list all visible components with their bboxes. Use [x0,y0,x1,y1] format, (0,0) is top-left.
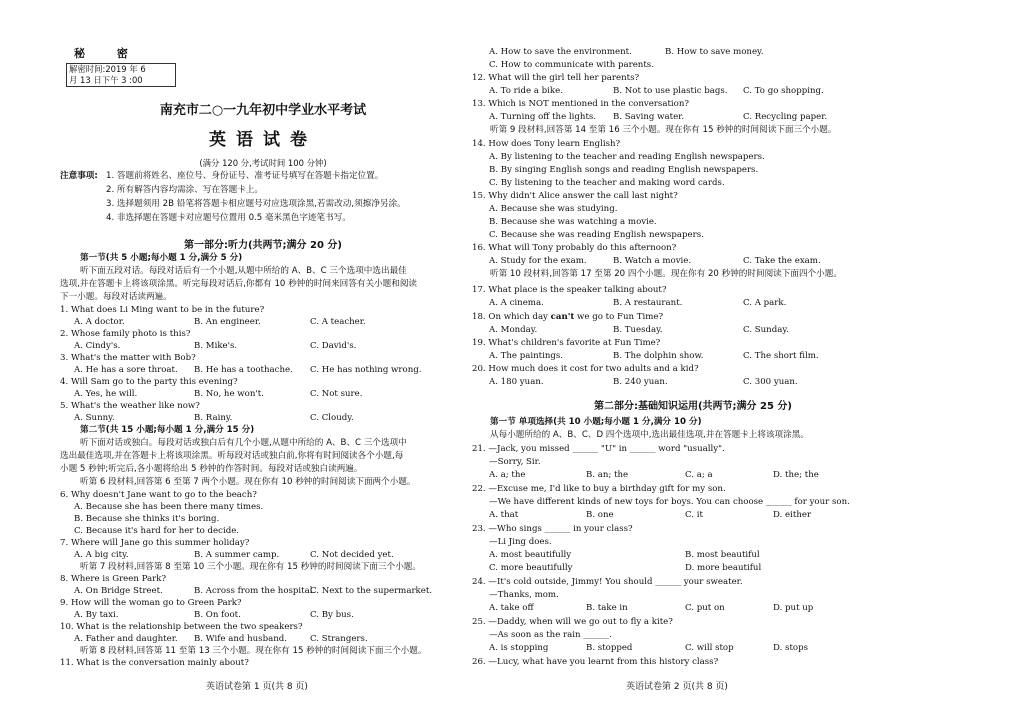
part1-sec2-instr: 选出最佳选项,并在答题卡上将该项涂黑。听每段对话或独白前,你将有时间阅读各个小题,每 [60,451,404,461]
option-a[interactable]: A. Because she was studying. [489,204,618,214]
part1-sec1-instr: 听下面五段对话。每段对话后有一个小题,从题中所给的 A、B、C 三个选项中选出最佳 [80,266,407,276]
part2-sec1-instr: 从每小题所给的 A、B、C、D 四个选项中,选出最佳选项,并在答题卡上将该项涂黑。 [490,430,809,440]
part2-title: 第二部分:基础知识运用(共两节;满分 25 分) [593,401,793,412]
option-b[interactable]: B. A restaurant. [613,298,683,308]
option-b[interactable]: B. Across from the hospital. [194,586,316,596]
option-b[interactable]: B. By singing English songs and reading English newspapers. [489,165,759,175]
option-a[interactable]: A. The paintings. [489,351,564,361]
option-c[interactable]: C. Cloudy. [310,413,354,423]
option-d[interactable]: D. stops [773,643,808,653]
question-12: 12. What will the girl tell her parents? [472,73,640,83]
question-11: 11. What is the conversation mainly about? [60,658,249,668]
question-18: 18. On which day can't we go to Fun Time? [472,312,664,322]
option-b[interactable]: B. How to save money. [665,47,764,57]
listening-prompt-9: 听第 9 段材料,回答第 14 至第 16 三个小题。现在你有 15 秒钟的时间阅读下面三个小题。 [490,125,837,135]
part1-sec2-title: 第二节(共 15 小题;每小题 1 分,满分 15 分) [80,425,255,435]
option-b[interactable]: B. 240 yuan. [613,377,668,387]
question-22: 22. —Excuse me, I'd like to buy a birthday gift for my son. [472,484,726,494]
option-b[interactable]: B. an; the [586,470,629,480]
option-b[interactable]: B. most beautiful [685,550,760,560]
listening-prompt-7: 听第 7 段材料,回答第 8 至第 10 三个小题。现在你有 15 秒钟的时间阅读下面三个小题。 [80,562,421,572]
option-c[interactable]: C. David's. [310,341,357,351]
question-2: 2. Whose family photo is this? [60,329,191,339]
question-16: 16. What will Tony probably do this afternoon? [472,243,677,253]
option-b[interactable]: B. Because she thinks it's boring. [74,514,220,524]
option-a[interactable]: A. Monday. [489,325,538,335]
notice-item: 1. 答题前将姓名、座位号、身份证号、准考证号填写在答题卡指定位置。 [106,171,384,181]
option-c[interactable]: C. it [685,510,703,520]
option-c[interactable]: C. Recycling paper. [743,112,828,122]
option-c[interactable]: C. The short film. [743,351,819,361]
option-b[interactable]: B. He has a toothache. [194,365,293,375]
listening-prompt-10: 听第 10 段材料,回答第 17 至第 20 四个小题。现在你有 20 秒钟的时间阅读下面四个小题。 [490,269,842,279]
option-c[interactable]: C. Strangers. [310,634,368,644]
dialogue-line: —Thanks, mom. [489,590,559,600]
part1-sec1-instr: 下一小题。每段对话读两遍。 [60,292,172,302]
option-c[interactable]: C. Not decided yet. [310,550,394,560]
option-a[interactable]: A. Because she has been there many times. [74,502,264,512]
option-b[interactable]: B. Rainy. [194,413,233,423]
option-a[interactable]: A. Yes, he will. [74,389,138,399]
option-b[interactable]: B. Mike's. [194,341,238,351]
question-19: 19. What's children's favorite at Fun Time? [472,338,661,348]
question-13: 13. Which is NOT mentioned in the conversation? [472,99,689,109]
option-d[interactable]: D. put up [773,603,814,613]
option-c[interactable]: C. Sunday. [743,325,789,335]
question-23: 23. —Who sings ______ in your class? [472,524,633,534]
part2-sec1-title: 第一节 单项选择(共 10 小题;每小题 1 分,满分 10 分) [490,417,702,427]
question-1: 1. What does Li Ming want to be in the future? [60,305,265,315]
option-a[interactable]: A. is stopping [489,643,549,653]
page-footer-left: 英语试卷第 1 页(共 8 页) [206,682,308,692]
score-note: (满分 120 分,考试时间 100 分钟) [199,158,327,168]
dialogue-line: —Li Jing does. [489,537,552,547]
decrypt-line-2: 月 13 日下午 3 :00 [69,75,143,85]
notice-item: 4. 非选择题在答题卡对应题号位置用 0.5 毫米黑色字迹笔书写。 [106,213,351,223]
option-a[interactable]: A. Cindy's. [74,341,121,351]
option-a[interactable]: A. Father and daughter. [74,634,178,644]
option-b[interactable]: B. An engineer. [194,317,261,327]
question-4: 4. Will Sam go to the party this evening? [60,377,238,387]
dialogue-line: —Sorry, Sir. [489,457,541,467]
option-c[interactable]: C. How to communicate with parents. [489,60,654,70]
option-a[interactable]: A. How to save the environment. [489,47,632,57]
option-b[interactable]: B. stopped [586,643,633,653]
question-26: 26. —Lucy, what have you learnt from this history class? [472,657,719,667]
dialogue-line: —As soon as the rain ______. [489,630,612,640]
question-9: 9. How will the woman go to Green Park? [60,598,242,608]
part1-sec2-instr: 小题 5 秒钟;听完后,各小题将给出 5 秒钟的作答时间。每段对话或独白读两遍。 [60,464,363,474]
option-c[interactable]: C. To go shopping. [743,86,824,96]
question-10: 10. What is the relationship between the two speakers? [60,622,303,632]
option-c[interactable]: C. A park. [743,298,787,308]
option-c[interactable]: C. By listening to the teacher and making word cards. [489,178,725,188]
question-5: 5. What's the weather like now? [60,401,200,411]
option-a[interactable]: A. By taxi. [74,610,119,620]
page-footer-right: 英语试卷第 2 页(共 8 页) [626,682,728,692]
option-b[interactable]: B. Watch a movie. [613,256,692,266]
option-c[interactable]: C. Take the exam. [743,256,821,266]
option-c[interactable]: C. Next to the supermarket. [310,586,433,596]
option-c[interactable]: C. a; a [685,470,713,480]
option-b[interactable]: B. No, he won't. [194,389,264,399]
option-b[interactable]: B. Because she was watching a movie. [489,217,657,227]
listening-prompt-6: 听第 6 段材料,回答第 6 至第 7 两个小题。现在你有 10 秒钟的时间阅读下面两个小题。 [80,477,416,487]
option-b[interactable]: B. take in [586,603,628,613]
option-a[interactable]: A. A doctor. [74,317,125,327]
question-8: 8. Where is Green Park? [60,574,167,584]
option-a[interactable]: A. 180 yuan. [489,377,544,387]
option-c[interactable]: C. He has nothing wrong. [310,365,422,375]
option-d[interactable]: D. either [773,510,812,520]
option-c[interactable]: C. more beautifully [489,563,573,573]
option-a[interactable]: A. Sunny. [74,413,115,423]
question-21: 21. —Jack, you missed ______ "U" in ______ word "usually". [472,444,725,454]
question-3: 3. What's the matter with Bob? [60,353,196,363]
listening-prompt-8: 听第 8 段材料,回答第 11 至第 13 三个小题。现在你有 15 秒钟的时间阅读下面三个小题。 [80,646,427,656]
decrypt-time-box [66,63,176,87]
option-a[interactable]: A. To ride a bike. [489,86,563,96]
option-a[interactable]: A. A big city. [74,550,129,560]
option-b[interactable]: B. Saving water. [613,112,685,122]
question-24: 24. —It's cold outside, Jimmy! You should ______ your sweater. [472,577,743,587]
subject-title: 英语试卷 [209,130,317,150]
decrypt-line-1: 解密时间:2019 年 6 [69,64,146,74]
option-c[interactable]: C. Because it's hard for her to decide. [74,526,240,536]
question-17: 17. What place is the speaker talking about? [472,285,667,295]
option-b[interactable]: B. On foot. [194,610,241,620]
part1-sec2-instr: 听下面对话或独白。每段对话或独白后有几个小题,从题中所给的 A、B、C 三个选项中 [80,438,407,448]
notice-label: 注意事项: [60,171,98,181]
exam-title: 南充市二○一九年初中学业水平考试 [159,103,367,118]
question-25: 25. —Daddy, when will we go out to fly a kite? [472,617,673,627]
option-c[interactable]: C. put on [685,603,725,613]
option-c[interactable]: C. 300 yuan. [743,377,798,387]
option-b[interactable]: B. Not to use plastic bags. [613,86,728,96]
option-a[interactable]: A. Turning off the lights. [489,112,597,122]
question-20: 20. How much does it cost for two adults and a kid? [472,364,699,374]
option-a[interactable]: A. Study for the exam. [489,256,587,266]
option-d[interactable]: D. the; the [773,470,819,480]
option-c[interactable]: C. Because she was reading English newspapers. [489,230,704,240]
option-c[interactable]: C. By bus. [310,610,354,620]
part1-title: 第一部分:听力(共两节;满分 20 分) [183,240,343,251]
option-a[interactable]: A. most beautifully [489,550,572,560]
option-b[interactable]: B. Tuesday. [613,325,663,335]
part1-sec1-title: 第一节(共 5 小题;每小题 1 分,满分 5 分) [80,253,243,263]
question-15: 15. Why didn't Alice answer the call last night? [472,191,678,201]
option-a[interactable]: A. that [489,510,519,520]
option-c[interactable]: C. will stop [685,643,734,653]
option-b[interactable]: B. The dolphin show. [613,351,704,361]
notice-item: 2. 所有解答内容均需涂、写在答题卡上。 [106,185,264,195]
dialogue-line: —We have different kinds of new toys for boys. You can choose ______ for your son. [489,497,850,507]
option-b[interactable]: B. A summer camp. [194,550,280,560]
option-a[interactable]: A. On Bridge Street. [74,586,163,596]
option-d[interactable]: D. more beautiful [685,563,762,573]
question-6: 6. Why doesn't Jane want to go to the beach? [60,490,257,500]
option-a[interactable]: A. a; the [489,470,526,480]
option-b[interactable]: B. one [586,510,614,520]
option-a[interactable]: A. take off [489,603,534,613]
notice-item: 3. 选择题须用 2B 铅笔将答题卡相应题号对应选项涂黑,若需改动,须擦净另涂。 [106,199,406,209]
question-7: 7. Where will Jane go this summer holiday? [60,538,250,548]
option-a[interactable]: A. A cinema. [489,298,544,308]
option-b[interactable]: B. Wife and husband. [194,634,287,644]
option-a[interactable]: A. By listening to the teacher and reading English newspapers. [489,152,765,162]
secret-mark: 秘 密 [74,47,142,60]
question-14: 14. How does Tony learn English? [472,139,621,149]
part1-sec1-instr: 选项,并在答题卡上将该项涂黑。听完每段对话后,你都有 10 秒钟的时间来回答有关小题和阅读 [60,279,418,289]
option-c[interactable]: C. A teacher. [310,317,366,327]
option-c[interactable]: C. Not sure. [310,389,363,399]
option-a[interactable]: A. He has a sore throat. [74,365,178,375]
